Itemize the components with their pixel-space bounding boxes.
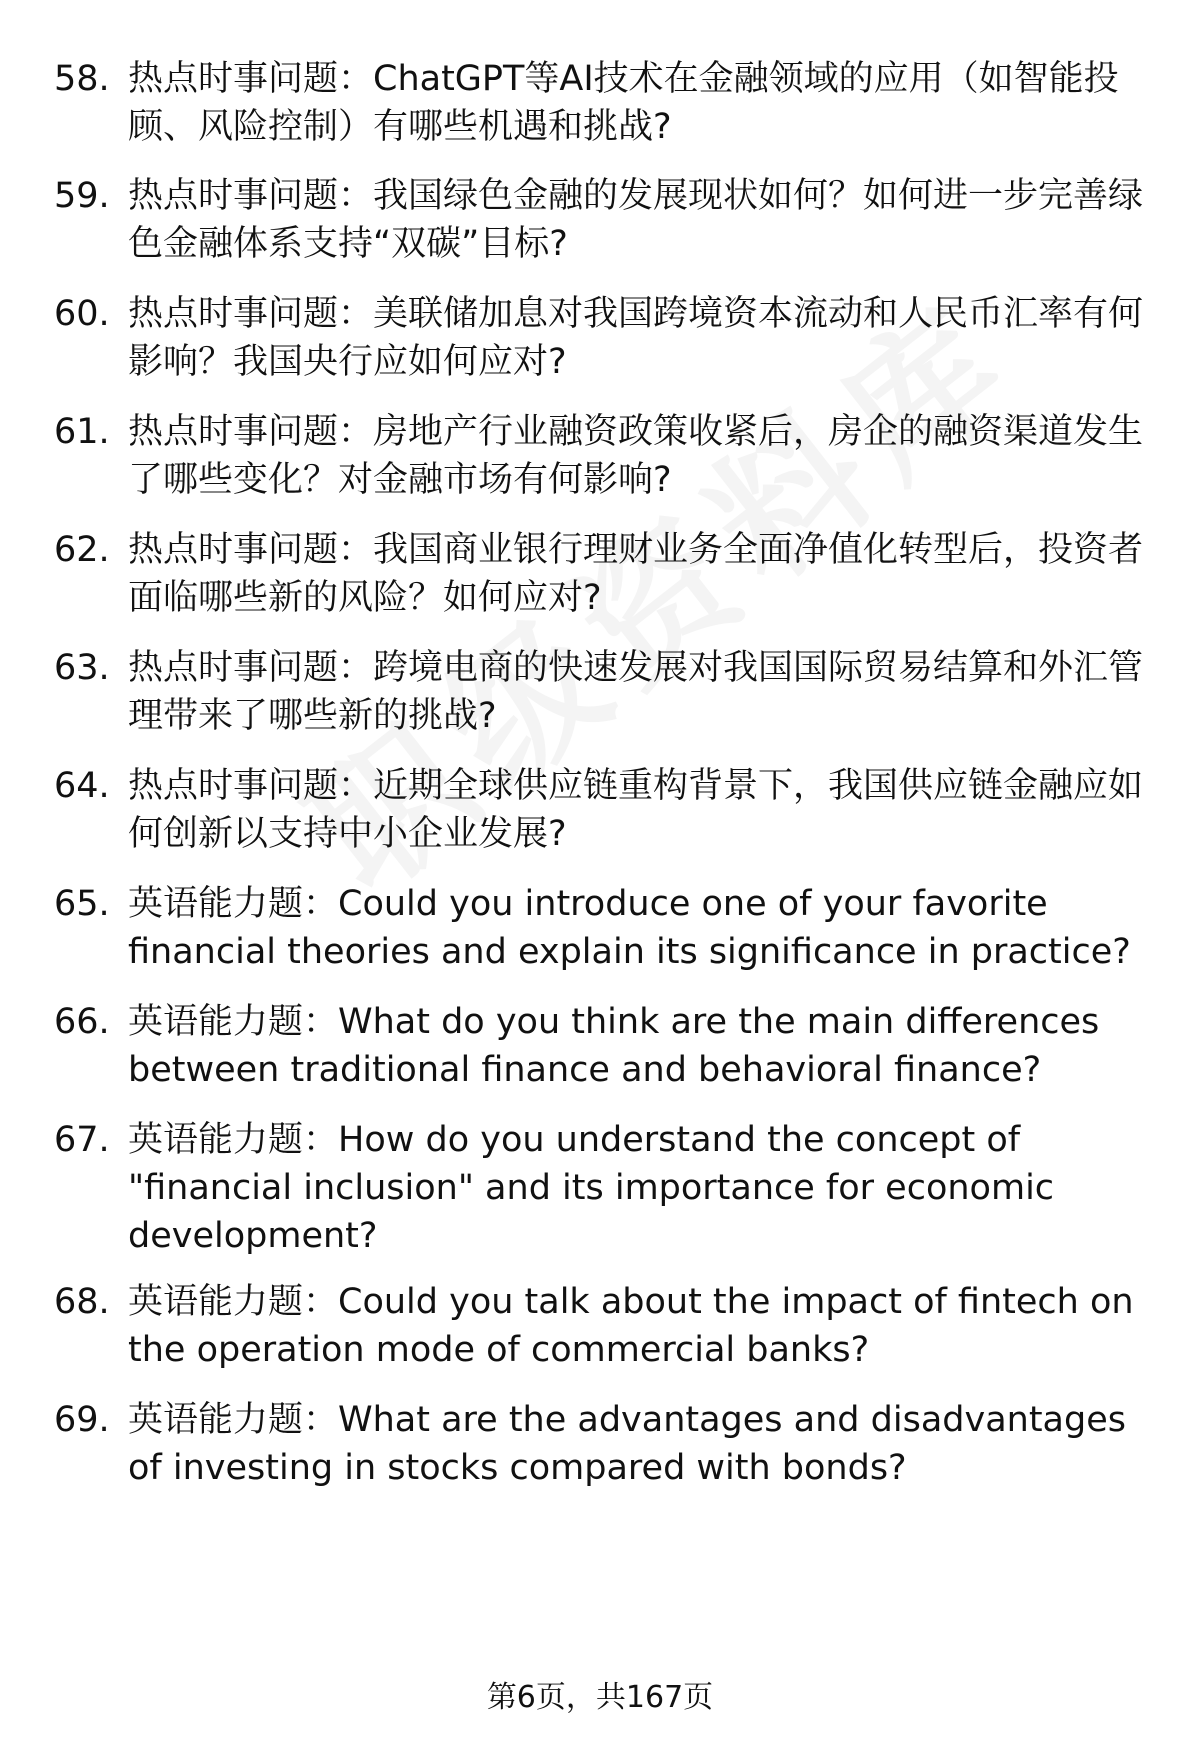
question-text: 热点时事问题：近期全球供应链重构背景下，我国供应链金融应如何创新以支持中小企业发展? — [128, 766, 1144, 854]
page-number-footer: 第6页，共167页 — [486, 1680, 714, 1715]
question-text: 热点时事问题：ChatGPT等AI技术在金融领域的应用（如智能投顾、风险控制）有哪些机遇和挑战? — [128, 59, 1119, 147]
question-number: 69. — [54, 1400, 110, 1440]
question-number: 58. — [54, 59, 110, 99]
question-text: 热点时事问题：我国商业银行理财业务全面净值化转型后，投资者面临哪些新的风险？如何应对? — [128, 530, 1144, 618]
question-number: 63. — [54, 648, 110, 688]
question-number: 65. — [54, 884, 110, 924]
question-text: 热点时事问题：我国绿色金融的发展现状如何？如何进一步完善绿色金融体系支持“双碳”目标? — [128, 176, 1144, 264]
question-number: 61. — [54, 412, 110, 452]
question-number: 67. — [54, 1120, 110, 1160]
question-text: 英语能力题：Could you talk about the impact of fintech on the operation mode of commercial banks? — [128, 1282, 1134, 1370]
question-number: 59. — [54, 176, 110, 216]
question-text: 英语能力题：What do you think are the main differences between traditional finance and behavioral finance? — [128, 1002, 1100, 1090]
question-text: 热点时事问题：跨境电商的快速发展对我国国际贸易结算和外汇管理带来了哪些新的挑战? — [128, 648, 1144, 736]
question-text: 英语能力题：What are the advantages and disadvantages of investing in stocks compared with bonds? — [128, 1400, 1126, 1488]
question-number: 68. — [54, 1282, 110, 1322]
question-number: 60. — [54, 294, 110, 334]
question-number: 62. — [54, 530, 110, 570]
question-text: 热点时事问题：美联储加息对我国跨境资本流动和人民币汇率有何影响？我国央行应如何应对? — [128, 294, 1144, 382]
question-number: 64. — [54, 766, 110, 806]
question-text: 热点时事问题：房地产行业融资政策收紧后，房企的融资渠道发生了哪些变化？对金融市场有何影响? — [128, 412, 1144, 500]
question-number: 66. — [54, 1002, 110, 1042]
question-text: 英语能力题：How do you understand the concept of "financial inclusion" and its importance for economic development? — [128, 1120, 1055, 1256]
question-text: 英语能力题：Could you introduce one of your favorite financial theories and explain its significance in practice? — [128, 884, 1131, 972]
